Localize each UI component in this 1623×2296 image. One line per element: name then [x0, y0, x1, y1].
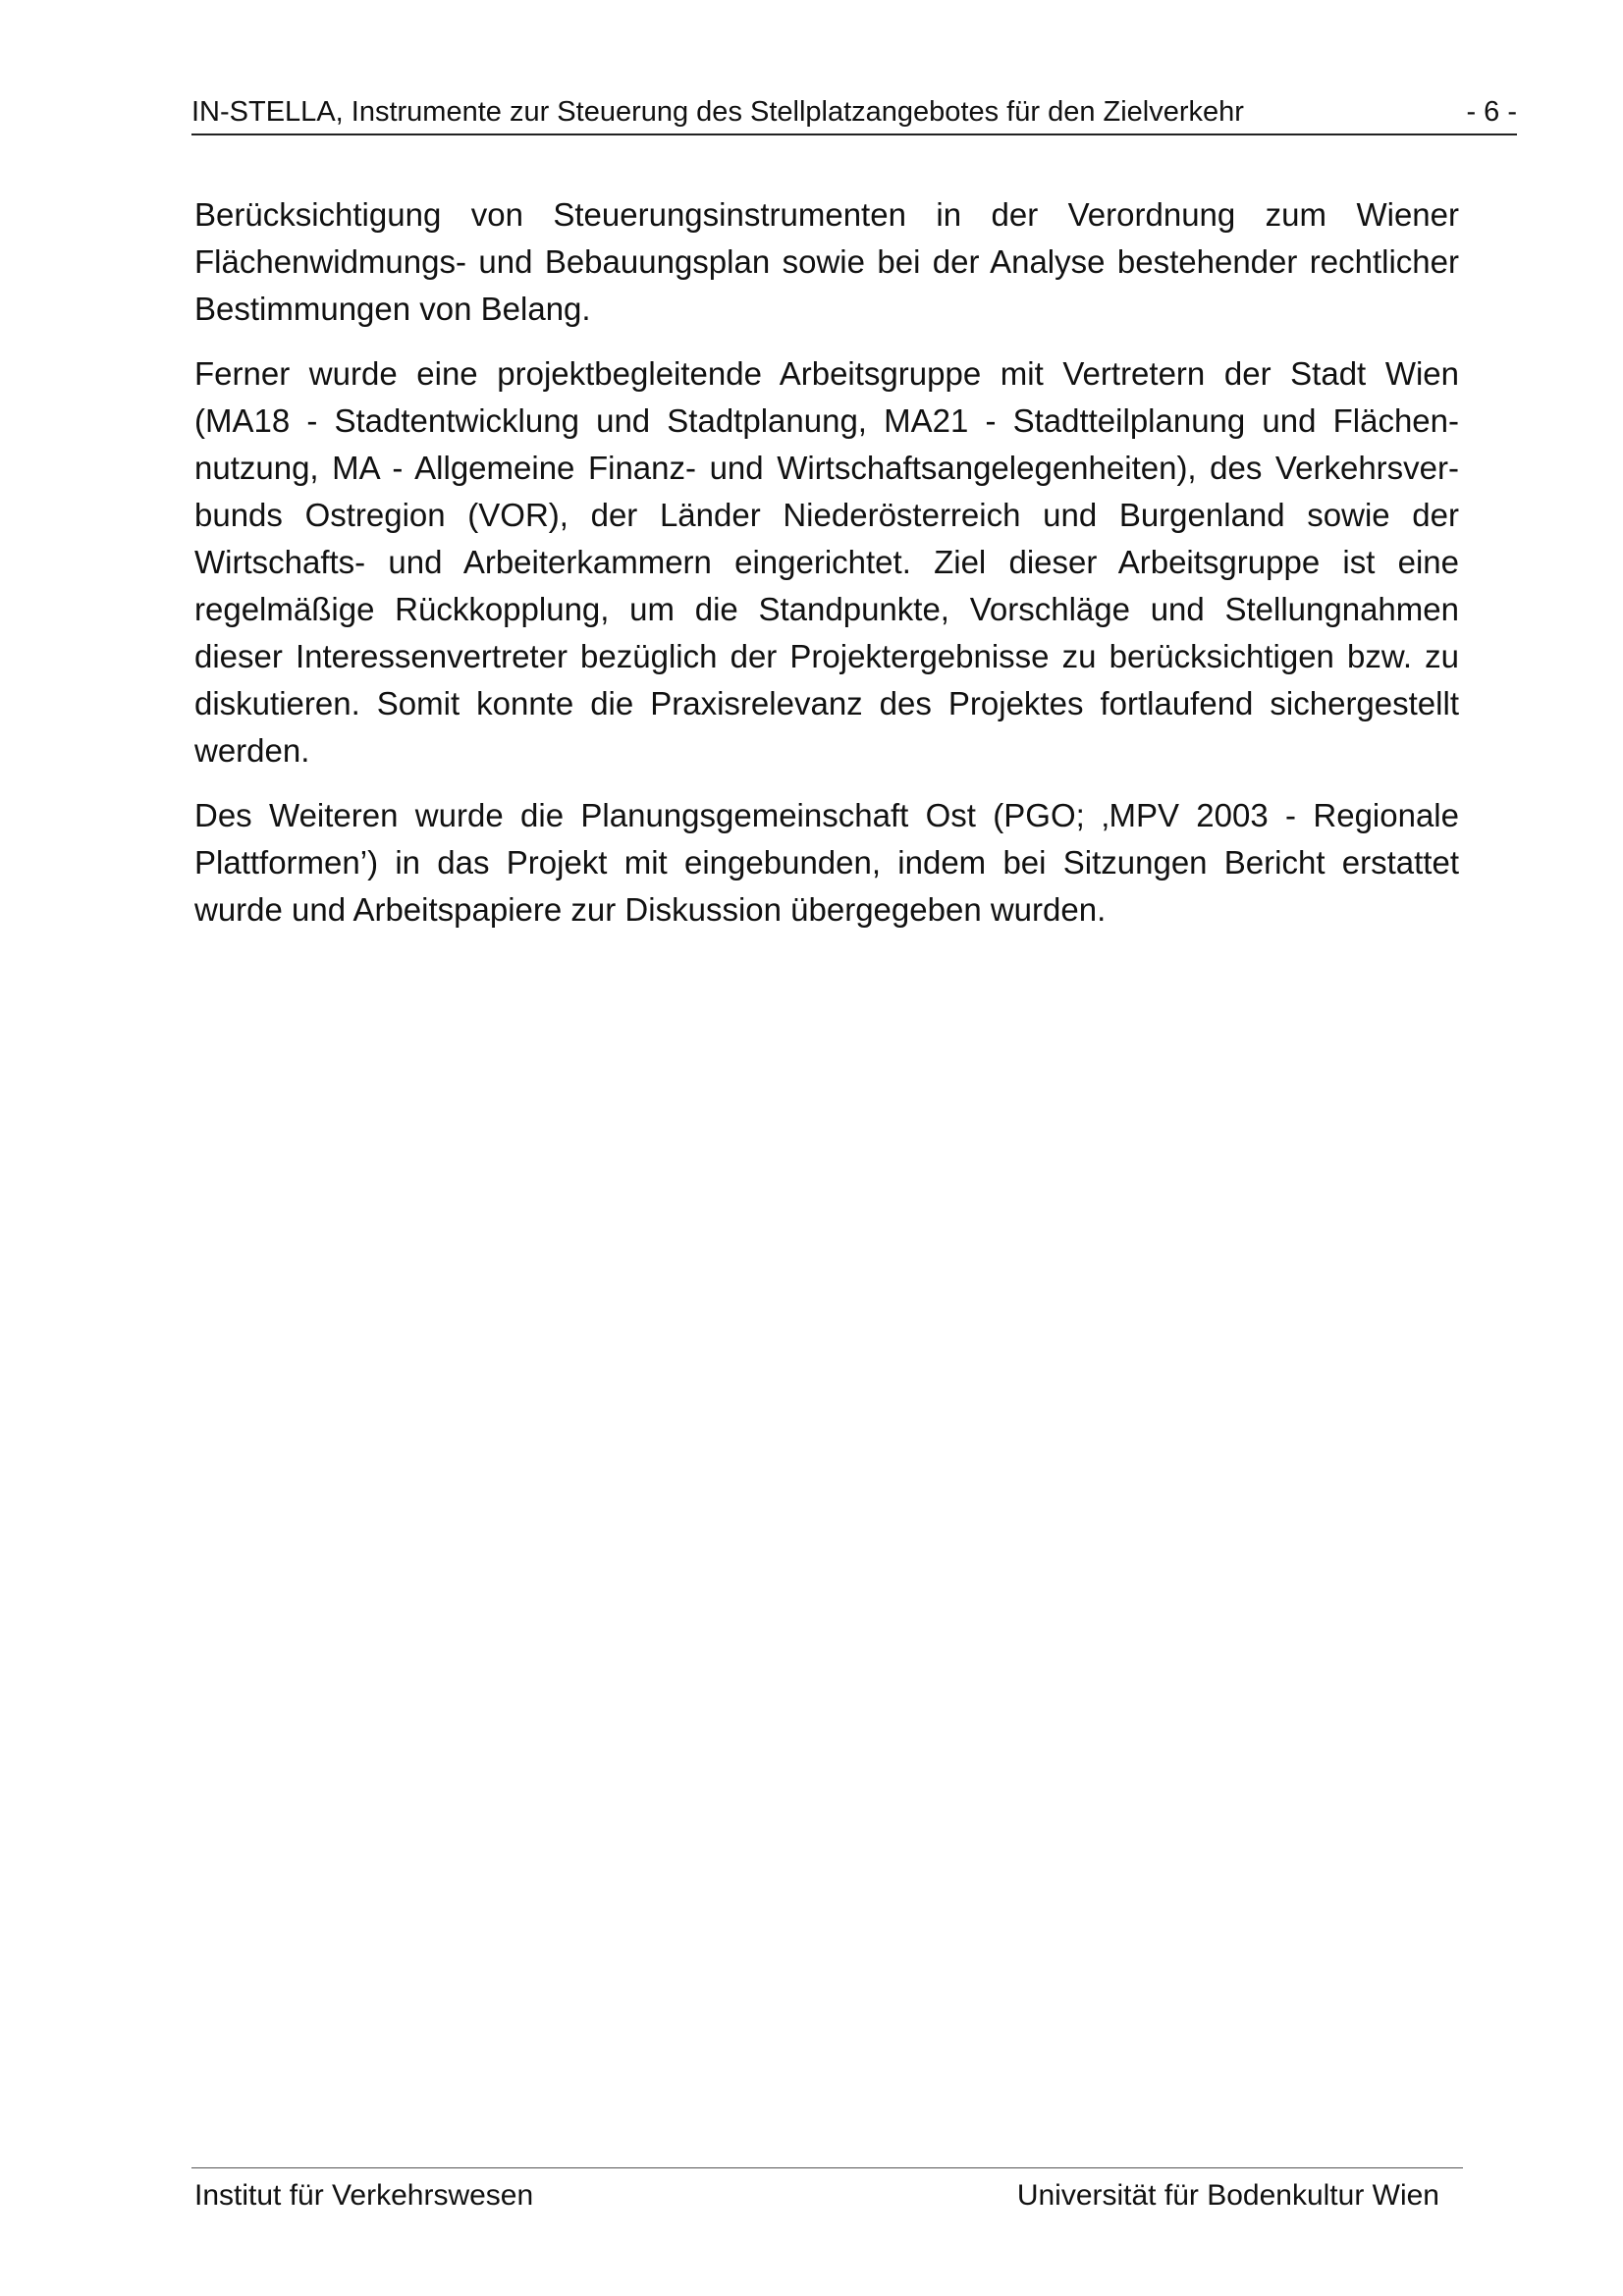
body-text — [194, 191, 1459, 951]
paragraph-2: Ferner wurde eine projektbegleitende Arbeitsgruppe mit Vertretern der Stadt Wien (MA18 - Stadtentwicklung und Stadtplanung, MA21 - Stadtteilplanung und Flächen-nutzung, MA - Allgemeine Finanz- und Wirtschaftsangelegenheiten), des Verkehrsver-bunds Ostregion (VOR), der Länder Niederösterreich und Burgenland sowie der Wirtschafts- und Arbeiterkammern eingerichtet. Ziel dieser Arbeitsgruppe ist eine regelmäßige Rückkopplung, um die Standpunkte, Vorschläge und Stellungnahmen dieser Interessenvertreter bezüglich der Projektergebnisse zu berücksichtigen bzw. zu diskutieren. Somit konnte die Praxisrelevanz des Projektes fortlaufend sichergestellt werden. — [194, 355, 1459, 769]
footer-institute: Institut für Verkehrswesen — [194, 2179, 534, 2212]
page-header — [191, 94, 1517, 135]
page-number: - 6 - — [1466, 96, 1517, 128]
paragraph-1: Berücksichtigung von Steuerungsinstrumenten in der Verordnung zum Wiener Flächenwidmungs- und Bebauungsplan sowie bei der Analyse bestehender rechtlicher Bestimmungen von Belang. — [194, 196, 1459, 327]
header-title: IN-STELLA, Instrumente zur Steuerung des Stellplatzangebotes für den Zielverkehr — [191, 96, 1244, 128]
page-footer — [191, 2167, 1463, 2212]
paragraph-3: Des Weiteren wurde die Planungsgemeinschaft Ost (PGO; ‚MPV 2003 - Regionale Plattformen’) in das Projekt mit eingebunden, indem bei Sitzungen Bericht erstattet wurde und Arbeitspapiere zur Diskussion übergegeben wurden. — [194, 797, 1459, 928]
footer-university: Universität für Bodenkultur Wien — [1016, 2179, 1439, 2212]
